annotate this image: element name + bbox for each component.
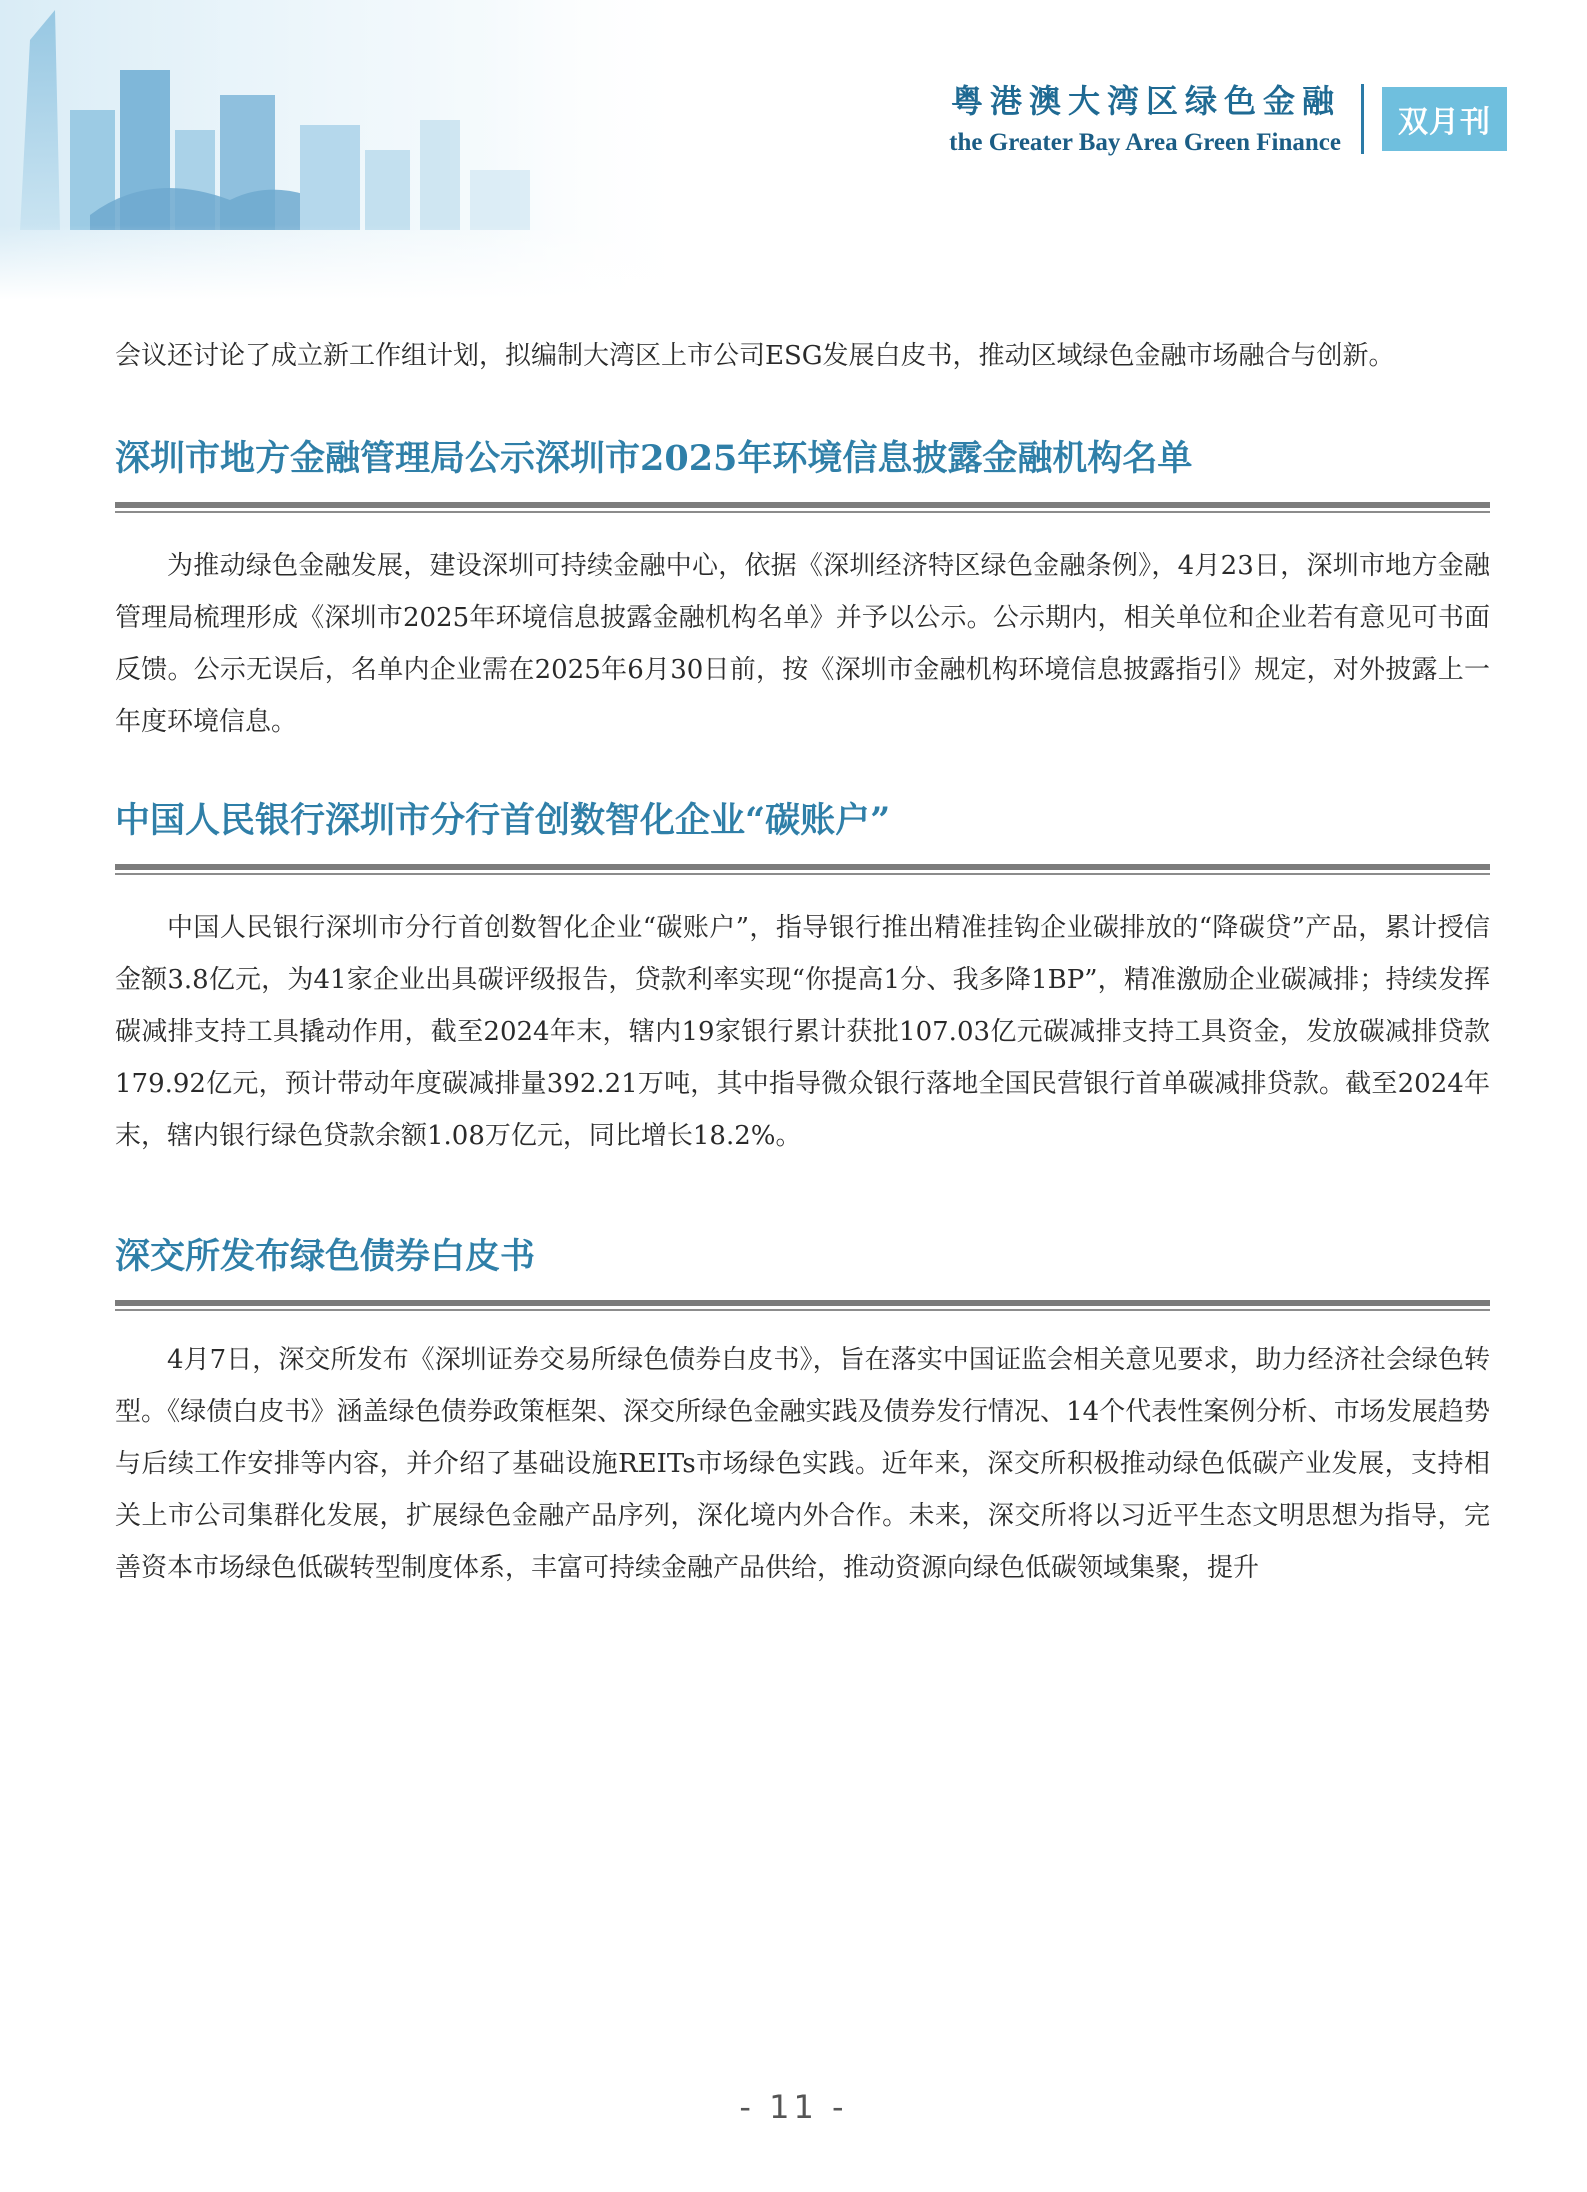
page-number: - 11 - <box>739 2088 848 2126</box>
section-title: 深圳市地方金融管理局公示深圳市2025年环境信息披露金融机构名单 <box>115 438 1193 479</box>
section-green-bond-whitepaper <box>115 1232 1490 1594</box>
section-paragraph: 中国人民银行深圳市分行首创数智化企业“碳账户”，指导银行推出精准挂钩企业碳排放的“降碳贷”产品，累计授信金额3.8亿元，为41家企业出具碳评级报告，贷款利率实现“你提高1分、我多降1BP”，精准激励企业碳减排；持续发挥碳减排支持工具撬动作用，截至2024年末，辖内19家银行累计获批107.03亿元碳减排支持工具资金，发放碳减排贷款179.92亿元，预计带动年度碳减排量392.21万吨，其中指导微众银行落地全国民营银行首单碳减排贷款。截至2024年末，辖内银行绿色贷款余额1.08万亿元，同比增长18.2%。 <box>115 913 1490 1151</box>
section-disclosure-list <box>115 434 1490 748</box>
title-divider <box>1361 84 1364 154</box>
section-title: 深交所发布绿色债券白皮书 <box>115 1236 536 1277</box>
section-paragraph: 为推动绿色金融发展，建设深圳可持续金融中心，依据《深圳经济特区绿色金融条例》，4月23日，深圳市地方金融管理局梳理形成《深圳市2025年环境信息披露金融机构名单》并予以公示。公示期内，相关单位和企业若有意见可书面反馈。公示无误后，名单内企业需在2025年6月30日前，按《深圳市金融机构环境信息披露指引》规定，对外披露上一年度环境信息。 <box>115 551 1490 737</box>
section-carbon-account <box>115 796 1490 1162</box>
section-rule <box>115 502 1490 514</box>
section-paragraph: 4月7日，深交所发布《深圳证券交易所绿色债券白皮书》，旨在落实中国证监会相关意见要求，助力经济社会绿色转型。《绿债白皮书》涵盖绿色债券政策框架、深交所绿色金融实践及债券发行情况、14个代表性案例分析、市场发展趋势与后续工作安排等内容，并介绍了基础设施REITs市场绿色实践。近年来，深交所积极推动绿色低碳产业发展，支持相关上市公司集群化发展，扩展绿色金融产品序列，深化境内外合作。未来，深交所将以习近平生态文明思想为指导，完善资本市场绿色低碳转型制度体系，丰富可持续金融产品供给，推动资源向绿色低碳领域集聚，提升 <box>115 1345 1490 1583</box>
section-rule <box>115 1300 1490 1312</box>
article-content <box>115 330 1490 1594</box>
section-title: 中国人民银行深圳市分行首创数智化企业“碳账户” <box>115 800 891 841</box>
section-rule <box>115 864 1490 876</box>
bimonthly-badge: 双月刊 <box>1382 87 1507 151</box>
publication-brand <box>949 78 1507 160</box>
intro-paragraph: 会议还讨论了成立新工作组计划，拟编制大湾区上市公司ESG发展白皮书，推动区域绿色金融市场融合与创新。 <box>115 341 1395 371</box>
page-header <box>0 0 1587 300</box>
publication-title-en: the Greater Bay Area Green Finance <box>949 129 1341 156</box>
publication-title-block <box>949 78 1341 160</box>
city-skyline-illustration <box>0 0 700 300</box>
publication-title-cn: 粤港澳大湾区绿色金融 <box>950 82 1341 120</box>
